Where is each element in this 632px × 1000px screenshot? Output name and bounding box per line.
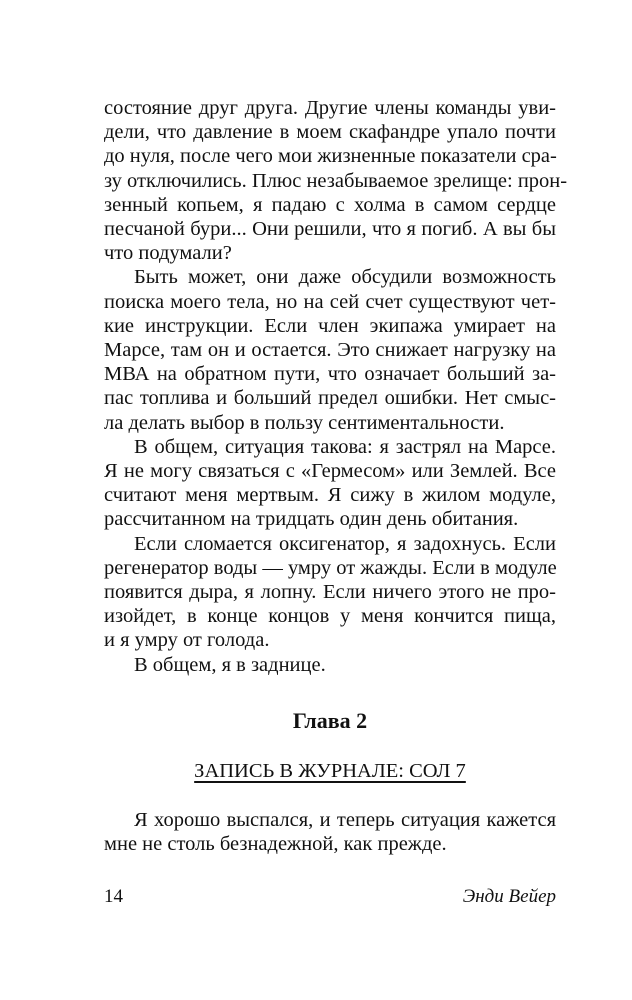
text-line: Быть может, они даже обсудили возможность <box>134 266 556 289</box>
text-line: В общем, я в заднице. <box>134 653 326 676</box>
text-line: регенератор воды — умру от жажды. Если в модуле <box>104 556 557 579</box>
log-heading <box>104 760 556 783</box>
chapter-text <box>104 808 556 856</box>
paragraph <box>104 265 556 434</box>
text-line: поиска моего тела, но на сей счет существуют чет- <box>104 290 556 313</box>
author-name: Энди Вейер <box>462 886 556 907</box>
text-line: что подумали? <box>104 242 232 265</box>
text-line: зу отключились. Плюс незабываемое зрелище: прон- <box>104 169 568 192</box>
text-line: кие инструкции. Если член экипажа умирает на <box>104 314 556 337</box>
text-line: В общем, ситуация такова: я застрял на Марсе. <box>134 435 556 458</box>
text-line: состояние друг друга. Другие члены команды уви- <box>104 97 556 119</box>
text-line: Если сломается оксигенатор, я задохнусь. Если <box>134 532 556 555</box>
text-line: и я умру от голода. <box>104 629 270 652</box>
page-content <box>104 96 568 976</box>
text-line: появится дыра, я лопну. Если ничего этого не про- <box>104 581 556 604</box>
chapter-title: Глава 2 <box>292 708 368 733</box>
paragraph <box>104 435 556 532</box>
text-line: Марсе, там он и остается. Это снижает нагрузку на <box>104 339 556 362</box>
text-line: Я хорошо выспался, и теперь ситуация кажется <box>134 809 556 831</box>
text-line: считают меня мертвым. Я сижу в жилом модуле, <box>104 484 556 507</box>
text-line: МВА на обратном пути, что означает больший за- <box>104 363 556 386</box>
text-line: рассчитанном на тридцать один день обитания. <box>104 508 519 531</box>
text-line: пас топлива и больший предел ошибки. Нет смыс- <box>104 387 556 410</box>
paragraph <box>104 532 556 653</box>
text-line: мне не столь безнадежной, как прежде. <box>104 833 447 856</box>
text-line: ла делать выбор в пользу сентиментальности. <box>104 411 505 434</box>
paragraph <box>104 808 556 856</box>
text-line: песчаной бури... Они решили, что я погиб. А вы бы <box>104 218 556 241</box>
text-line: зенный копьем, я падаю с холма в самом сердце <box>104 193 556 216</box>
page-number: 14 <box>104 886 123 907</box>
body-text <box>104 96 568 677</box>
paragraph <box>104 96 568 265</box>
text-line: до нуля, после чего мои жизненные показатели сра- <box>104 145 557 168</box>
text-line: Я не могу связаться с «Гермесом» или Землей. Все <box>104 460 556 483</box>
text-line: изойдет, в конце концов у меня кончится пища, <box>104 605 556 628</box>
log-heading-text: ЗАПИСЬ В ЖУРНАЛЕ: СОЛ 7 <box>194 760 466 782</box>
paragraph <box>104 653 556 677</box>
text-line: дели, что давление в моем скафандре упало почти <box>104 121 556 144</box>
